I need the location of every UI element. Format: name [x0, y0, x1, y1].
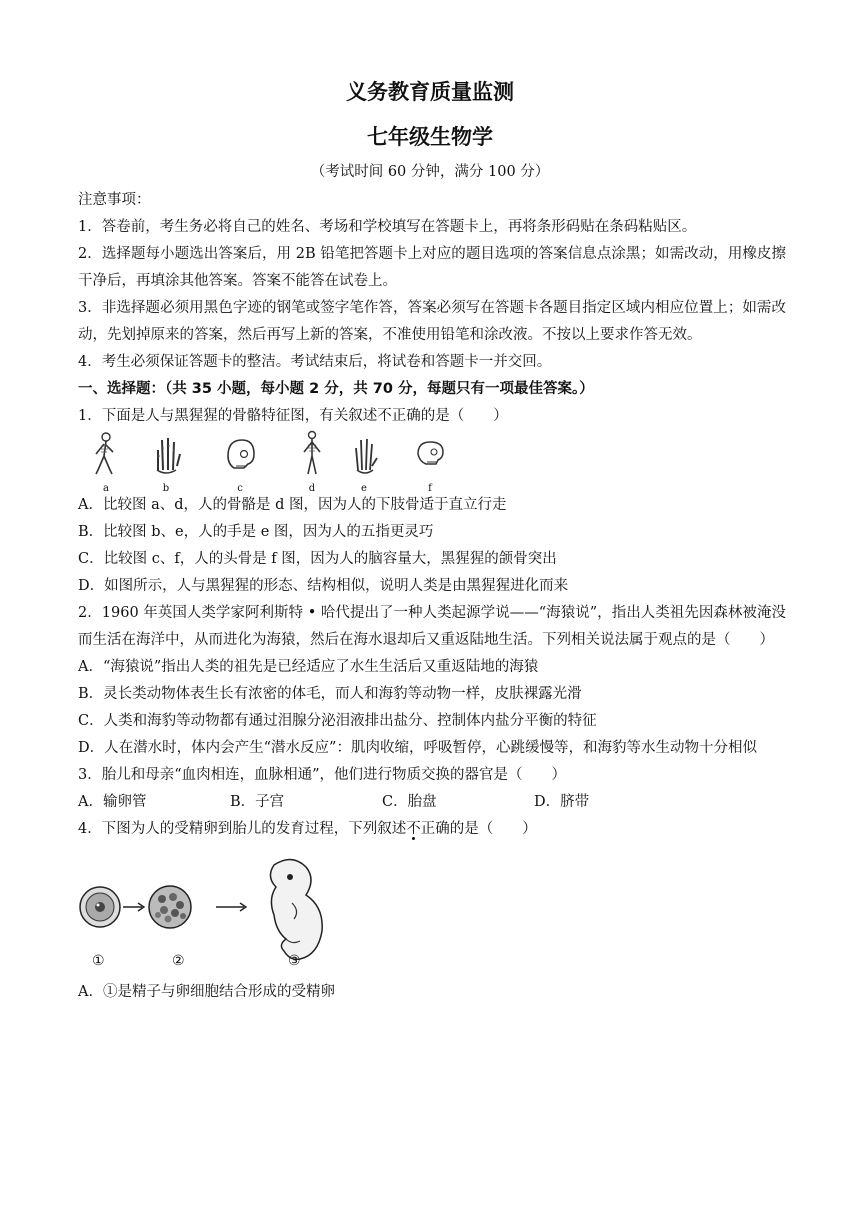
fertilized-egg-icon	[80, 887, 120, 927]
question-2-option-b: B．灵长类动物体表生长有浓密的体毛，而人和海豹等动物一样，皮肤裸露光滑	[78, 686, 582, 702]
figure-label: f	[428, 483, 432, 494]
figure-c-skull	[220, 430, 260, 492]
question-2-option-c: C．人类和海豹等动物都有通过泪腺分泌泪液排出盐分、控制体内盐分平衡的特征	[78, 713, 597, 729]
figure-a-chimp-skeleton	[86, 430, 126, 492]
exam-content	[78, 187, 786, 1006]
figure-label-1: ①	[92, 953, 105, 969]
exam-title: 义务教育质量监测	[346, 80, 514, 104]
exam-info: （考试时间 60 分钟，满分 100 分）	[310, 164, 550, 180]
question-3-option-d: D．脐带	[534, 794, 590, 810]
question-4-stem-part: 4．下图为人的受精卵到胎儿的发育过程，下列叙述	[78, 821, 407, 837]
notice-item: 3．非选择题必须用黑色字迹的钢笔或签字笔作答，答案必须写在答题卡各题目指定区域内相应位置上；如需改动，先划掉原来的答案，然后再写上新的答案，不准使用铅笔和涂改液。不按以上要求作答无效。	[78, 300, 786, 343]
question-3-stem: 3．胎儿和母亲“血肉相连，血脉相通”，他们进行物质交换的器官是（ ）	[78, 767, 567, 783]
figure-label: c	[237, 483, 243, 494]
morula-icon	[149, 886, 191, 928]
question-3-option-b: B．子宫	[230, 794, 285, 810]
question-1-option-a: A．比较图 a、d，人的骨骼是 d 图，因为人的下肢骨适于直立行走	[78, 497, 507, 513]
question-4-option-a: A．①是精子与卵细胞结合形成的受精卵	[78, 984, 335, 1000]
subject-title: 七年级生物学	[367, 125, 493, 149]
notice-heading: 注意事项：	[78, 192, 151, 208]
notice-item: 2．选择题每小题选出答案后，用 2B 铅笔把答题卡上对应的题目选项的答案信息点涂黑；如需改动，用橡皮擦干净后，再填涂其他答案。答案不能答在试卷上。	[78, 246, 786, 289]
question-1-option-c: C．比较图 c、f，人的头骨是 f 图，因为人的脑容量大，黑猩猩的颌骨突出	[78, 551, 557, 567]
notice-item: 1．答卷前，考生务必将自己的姓名、考场和学校填写在答题卡上，再将条形码贴在条码粘贴区。	[78, 219, 697, 235]
figure-label: e	[361, 483, 367, 494]
question-1-stem: 1．下面是人与黑猩猩的骨骼特征图，有关叙述不正确的是（ ）	[78, 408, 508, 424]
question-3-options	[78, 789, 786, 816]
embryo-figure-svg	[78, 855, 358, 975]
question-2-option-a: A．“海猿说”指出人类的祖先是已经适应了水生生活后又重返陆地的海猿	[78, 659, 539, 675]
figure-b-hand-skeleton	[146, 430, 186, 492]
embryo-icon	[270, 859, 322, 959]
figure-label-3: ③	[288, 953, 301, 969]
figure-f-skull	[410, 430, 450, 492]
figure-label-2: ②	[172, 953, 185, 969]
question-4-stem	[78, 816, 786, 843]
figure-label: d	[308, 483, 316, 494]
question-3-option-a: A．输卵管	[78, 794, 147, 810]
figure-label: a	[103, 483, 109, 494]
emphasis-dot-word: 不	[406, 821, 421, 837]
question-2-option-d: D．人在潜水时，体内会产生“潜水反应”：肌肉收缩，呼吸暂停，心跳缓慢等，和海豹等水生动物十分相似	[78, 740, 757, 756]
section-heading: 一、选择题：（共 35 小题，每小题 2 分，共 70 分，每题只有一项最佳答案。）	[78, 381, 594, 397]
question-4-stem-part: 正确的是（ ）	[420, 821, 537, 837]
notice-item: 4．考生必须保证答题卡的整洁。考试结束后，将试卷和答题卡一并交回。	[78, 354, 552, 370]
figure-d-human-skeleton	[292, 430, 332, 492]
question-2-stem: 2．1960 年英国人类学家阿利斯特 • 哈代提出了一种人类起源学说——“海猿说”，指出人类祖先因森林被淹没而生活在海洋中，从而进化为海猿，然后在海水退却后又重返陆地生活。下列相关说法属于观点的是（ ）	[78, 605, 786, 648]
figure-e-hand-skeleton	[344, 430, 384, 492]
skeleton-figure	[78, 430, 786, 492]
figure-label: b	[162, 483, 170, 494]
question-3-option-c: C．胎盘	[382, 794, 437, 810]
question-1-option-d: D．如图所示，人与黑猩猩的形态、结构相似，说明人类是由黑猩猩进化而来	[78, 578, 569, 594]
question-1-option-b: B．比较图 b、e，人的手是 e 图，因为人的五指更灵巧	[78, 524, 434, 540]
embryo-development-figure	[78, 855, 786, 975]
